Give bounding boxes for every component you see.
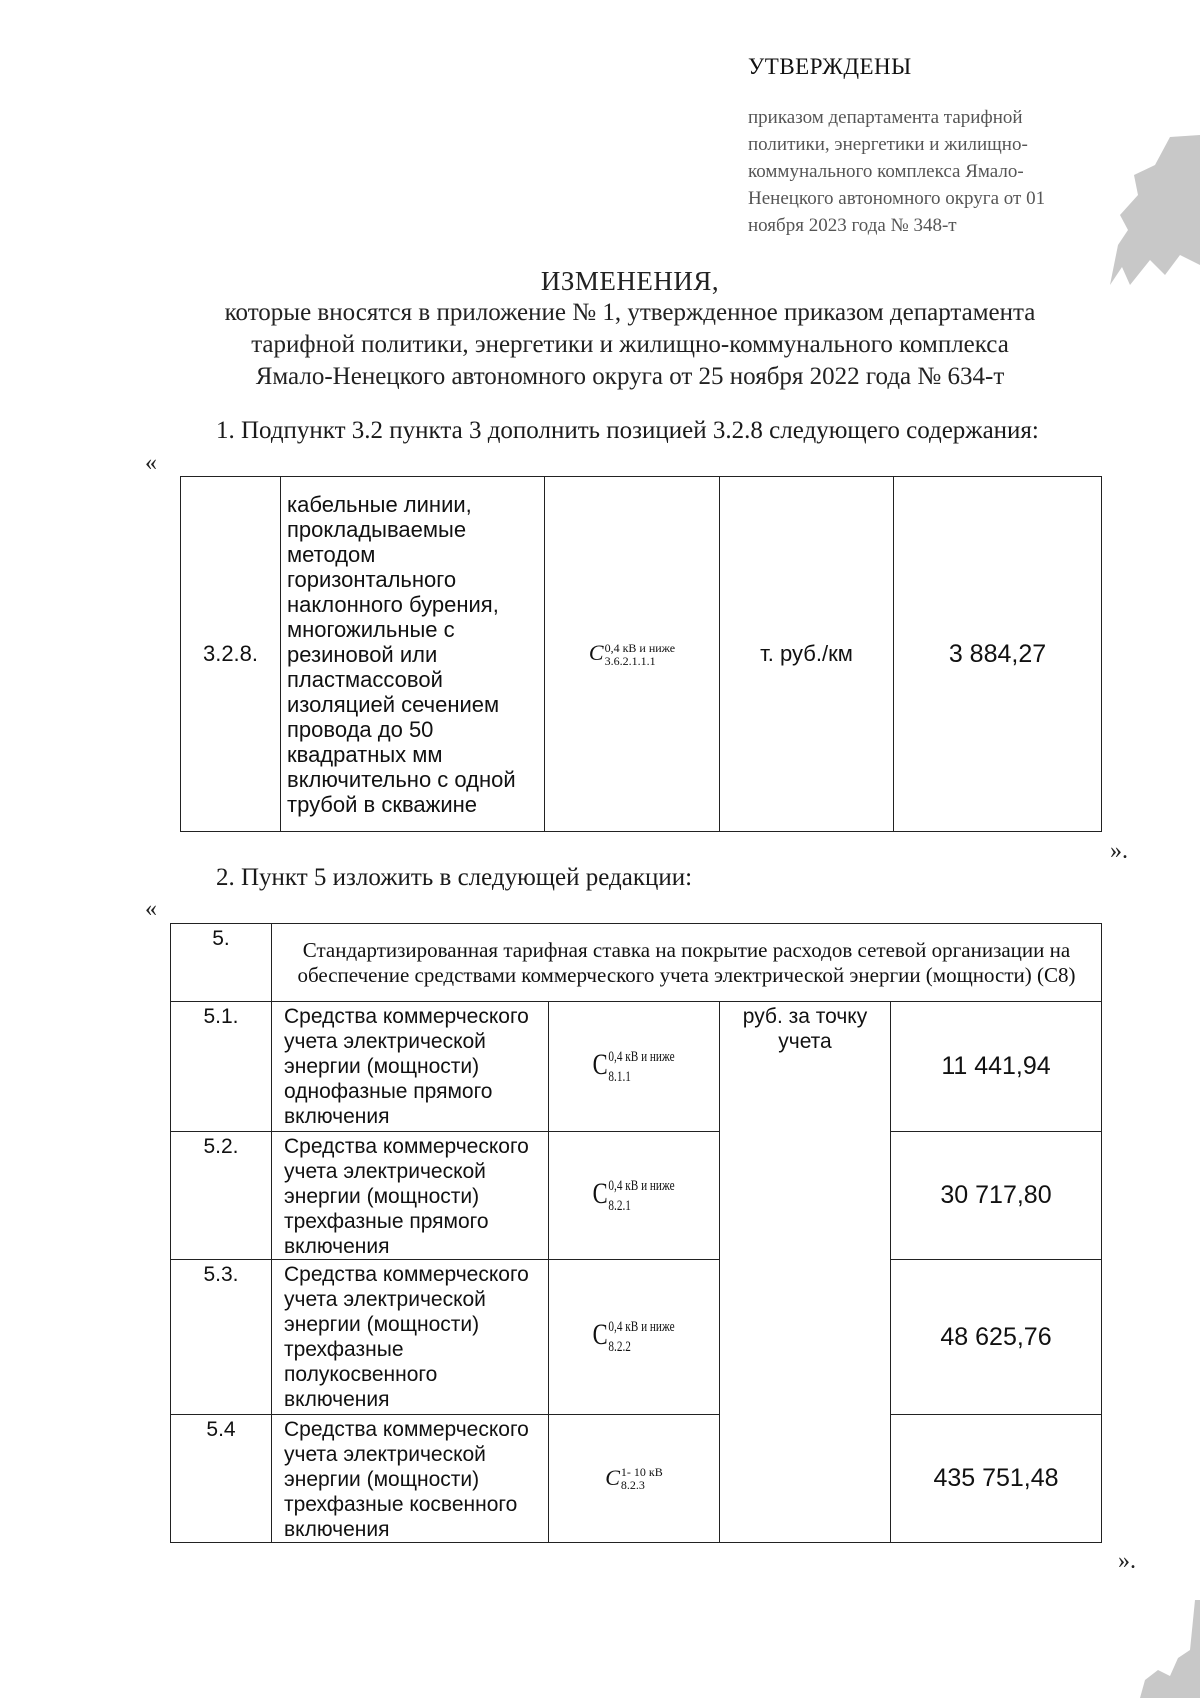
row-value: 3 884,27 <box>894 477 1102 832</box>
section-1-text: 1. Подпункт 3.2 пункта 3 дополнить позицией 3.2.8 следующего содержания: <box>216 417 1039 444</box>
row-description: кабельные линии, прокладываемые методом горизонтального наклонного бурения, многожильные с резиновой или пластмассовой изоляцией сечением провода до 50 квадратных мм включительно с одной трубой в скважине <box>281 477 545 832</box>
approval-title: УТВЕРЖДЕНЫ <box>748 54 912 79</box>
tariff-code: C 0,4 кВ и ниже 8.1.1 <box>593 1047 675 1085</box>
heading-line-3: Ямало-Ненецкого автономного округа от 25 ноября 2022 года № 634-т <box>255 363 1005 390</box>
tariff-code: C 0,4 кВ и ниже 8.2.1 <box>593 1176 675 1214</box>
table-row <box>181 477 1102 832</box>
heading-title: ИЗМЕНЕНИЯ, <box>540 266 720 296</box>
table-row <box>171 1260 1102 1415</box>
table-row <box>171 1002 1102 1132</box>
row-description: Средства коммерческого учета электрической энергии (мощности) однофазные прямого включения <box>272 1002 549 1132</box>
row-number: 3.2.8. <box>181 477 281 832</box>
scan-blot-bottom <box>1140 1600 1200 1698</box>
header-title: Стандартизированная тарифная ставка на покрытие расходов сетевой организации на обеспечение средствами коммерческого учета электрической энергии (мощности) (С8) <box>272 924 1102 1002</box>
row-value: 11 441,94 <box>891 1002 1102 1132</box>
approval-block <box>748 54 1108 239</box>
row-number: 5.3. <box>171 1260 272 1415</box>
row-code <box>549 1260 720 1415</box>
row-number: 5.1. <box>171 1002 272 1132</box>
heading-line-2: тарифной политики, энергетики и жилищно-коммунального комплекса <box>251 331 1009 358</box>
scan-blot-top <box>1110 135 1200 295</box>
tariff-code: C 0,4 кВ и ниже 3.6.2.1.1.1 <box>588 640 676 668</box>
document-heading <box>150 266 1110 393</box>
row-code <box>549 1132 720 1260</box>
tariff-code: C 0,4 кВ и ниже 8.2.2 <box>593 1317 675 1355</box>
section-2-open-quote: « <box>145 896 157 922</box>
section-2-close-quote: ». <box>1118 1548 1136 1574</box>
row-number: 5.4 <box>171 1415 272 1543</box>
unit-cell: руб. за точку учета <box>720 1002 891 1543</box>
row-value: 435 751,48 <box>891 1415 1102 1543</box>
row-number: 5.2. <box>171 1132 272 1260</box>
table-section-2 <box>170 923 1102 1543</box>
section-1-open-quote: « <box>145 450 157 476</box>
row-code <box>545 477 720 832</box>
row-value: 30 717,80 <box>891 1132 1102 1260</box>
heading-line-1: которые вносятся в приложение № 1, утвержденное приказом департамента <box>224 299 1036 326</box>
row-value: 48 625,76 <box>891 1260 1102 1415</box>
approval-body: приказом департамента тарифной политики, энергетики и жилищно-коммунального комплекса Ямало-Ненецкого автономного округа от 01 ноября 2023 года № 348-т <box>748 107 1046 236</box>
row-code <box>549 1002 720 1132</box>
section-1-close-quote: ». <box>1110 838 1128 864</box>
section-2-text: 2. Пункт 5 изложить в следующей редакции: <box>216 864 693 891</box>
row-description: Средства коммерческого учета электрической энергии (мощности) трехфазные косвенного включения <box>272 1415 549 1543</box>
row-code <box>549 1415 720 1543</box>
header-number: 5. <box>171 924 272 1002</box>
row-description: Средства коммерческого учета электрической энергии (мощности) трехфазные полукосвенного включения <box>272 1260 549 1415</box>
row-unit: т. руб./км <box>720 477 894 832</box>
table-header-row <box>171 924 1102 1002</box>
tariff-code: C 1- 10 кВ 8.2.3 <box>605 1464 663 1493</box>
table-row <box>171 1415 1102 1543</box>
table-section-1 <box>180 476 1102 832</box>
table-row <box>171 1132 1102 1260</box>
row-description: Средства коммерческого учета электрической энергии (мощности) трехфазные прямого включения <box>272 1132 549 1260</box>
